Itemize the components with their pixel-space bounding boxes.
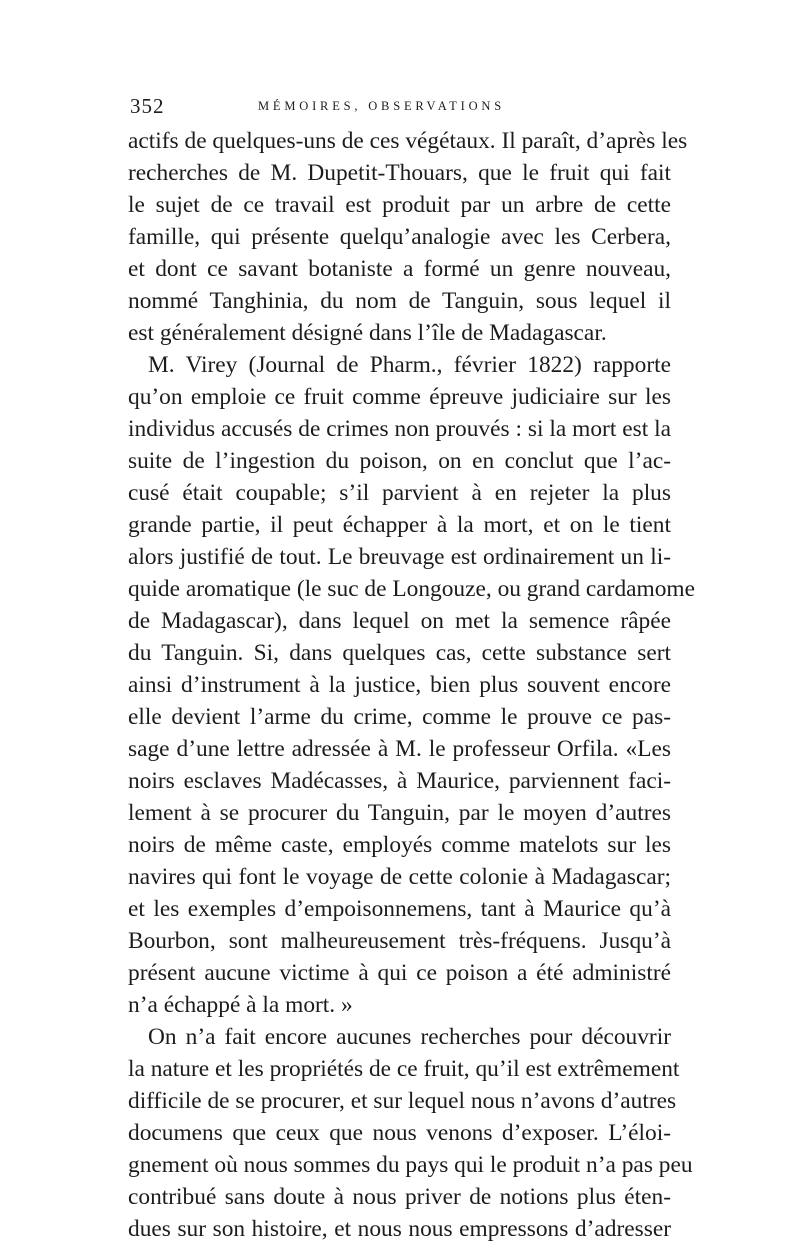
text-line: suite de l’ingestion du poison, on en conclut que l’ac-: [128, 448, 671, 474]
text-line: documens que ceux que nous venons d’exposer. L’éloi-: [128, 1120, 671, 1146]
text-line: famille, qui présente quelqu’analogie avec les Cerbera,: [128, 224, 671, 250]
text-line: individus accusés de crimes non prouvés : si la mort est la: [128, 416, 671, 442]
text-line: qu’on emploie ce fruit comme épreuve judiciaire sur les: [128, 384, 671, 410]
text-line: et dont ce savant botaniste a formé un genre nouveau,: [128, 256, 671, 282]
text-line: grande partie, il peut échapper à la mort, et on le tient: [128, 512, 671, 538]
text-line: cusé était coupable; s’il parvient à en rejeter la plus: [128, 480, 671, 506]
page-number: 352: [130, 94, 165, 118]
text-line: quide aromatique (le suc de Longouze, ou grand cardamome: [128, 576, 696, 602]
text-line: la nature et les propriétés de ce fruit, qu’il est extrêmement: [128, 1056, 680, 1082]
text-line: difficile de se procurer, et sur lequel nous n’avons d’autres: [128, 1088, 677, 1114]
text-line: nommé Tanghinia, du nom de Tanguin, sous lequel il: [128, 288, 671, 314]
text-line: n’a échappé à la mort. »: [128, 992, 353, 1018]
text-line: Bourbon, sont malheureusement très-fréquens. Jusqu’à: [128, 928, 671, 954]
text-line: elle devient l’arme du crime, comme le prouve ce pas-: [128, 704, 671, 730]
text-line: lement à se procurer du Tanguin, par le moyen d’autres: [128, 800, 671, 826]
text-line: de Madagascar), dans lequel on met la semence râpée: [128, 608, 671, 634]
text-line: M. Virey (Journal de Pharm., février 1822) rapporte: [148, 352, 671, 378]
text-line: navires qui font le voyage de cette colonie à Madagascar;: [128, 864, 671, 890]
running-title: MÉMOIRES, OBSERVATIONS: [258, 99, 505, 113]
text-line: et les exemples d’empoisonnemens, tant à Maurice qu’à: [128, 896, 671, 922]
text-line: présent aucune victime à qui ce poison a été administré: [128, 960, 671, 986]
page-header: [130, 94, 670, 120]
text-line: dues sur son histoire, et nous nous empressons d’adresser: [128, 1216, 671, 1242]
text-line: actifs de quelques-uns de ces végétaux. Il paraît, d’après les: [128, 128, 688, 154]
body-text: [128, 125, 696, 1245]
text-line: alors justifié de tout. Le breuvage est ordinairement un li-: [128, 544, 671, 570]
text-line: est généralement désigné dans l’île de Madagascar.: [128, 320, 607, 346]
text-line: ainsi d’instrument à la justice, bien plus souvent encore: [128, 672, 671, 698]
text-line: recherches de M. Dupetit-Thouars, que le fruit qui fait: [128, 160, 671, 186]
text-line: contribué sans doute à nous priver de notions plus éten-: [128, 1184, 671, 1210]
text-line: noirs esclaves Madécasses, à Maurice, parviennent faci-: [128, 768, 671, 794]
text-line: On n’a fait encore aucunes recherches pour découvrir: [148, 1024, 671, 1050]
text-line: gnement où nous sommes du pays qui le produit n’a pas peu: [128, 1152, 693, 1178]
text-line: noirs de même caste, employés comme matelots sur les: [128, 832, 671, 858]
text-line: du Tanguin. Si, dans quelques cas, cette substance sert: [128, 640, 671, 666]
text-line: sage d’une lettre adressée à M. le professeur Orfila. «Les: [128, 736, 671, 762]
text-line: le sujet de ce travail est produit par un arbre de cette: [128, 192, 671, 218]
